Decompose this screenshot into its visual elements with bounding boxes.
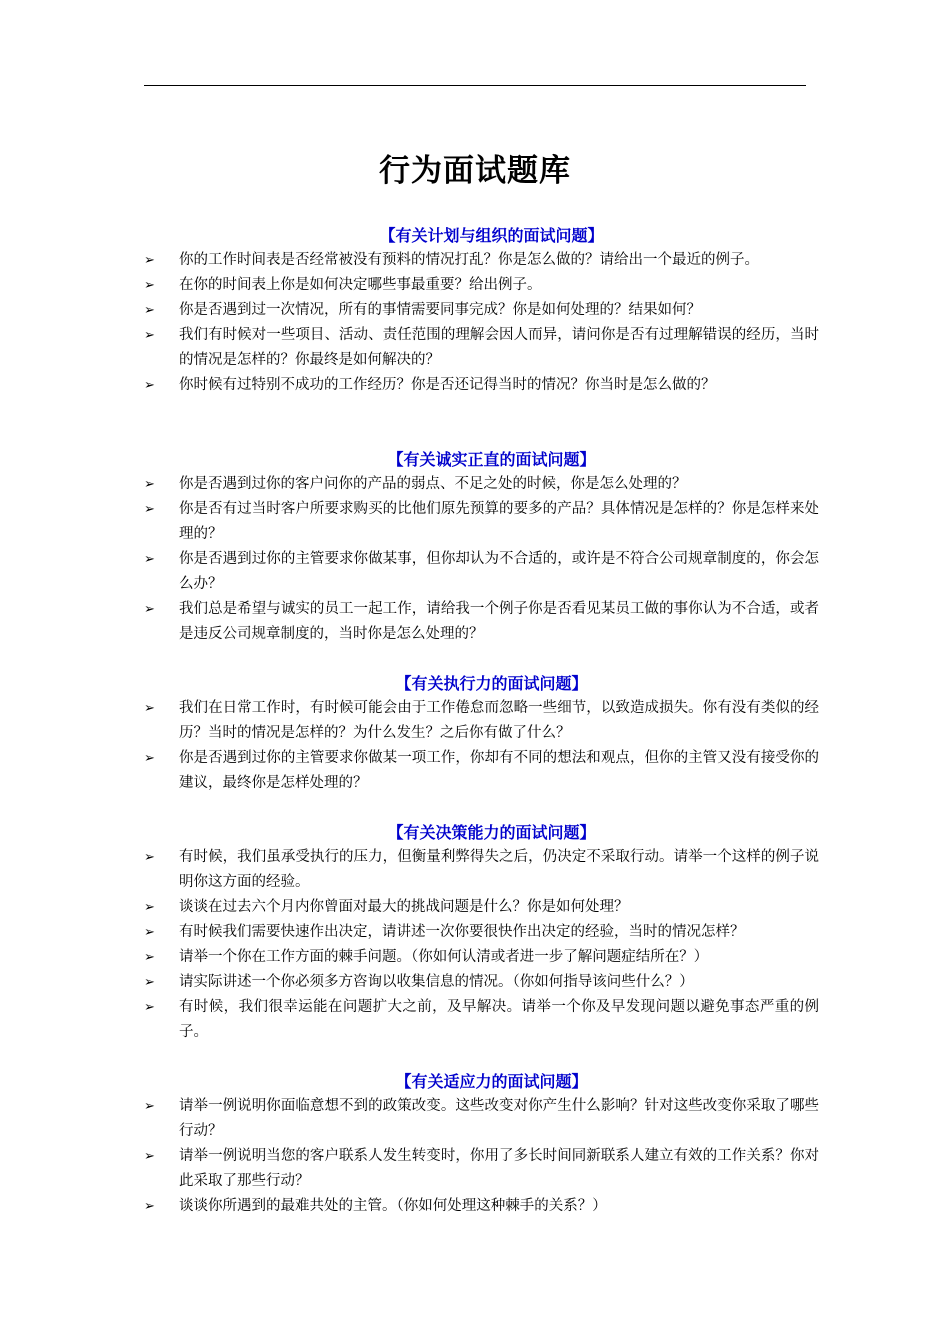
question-list xyxy=(144,472,819,647)
question-text: 在你的时间表上你是如何决定哪些事最重要？给出例子。 xyxy=(179,277,542,293)
question-item xyxy=(144,273,819,298)
question-section xyxy=(144,448,819,647)
question-item xyxy=(144,970,819,995)
arrow-bullet-icon: ➢ xyxy=(144,477,155,492)
arrow-bullet-icon: ➢ xyxy=(144,1149,155,1164)
question-item xyxy=(144,845,819,895)
question-list xyxy=(144,248,819,398)
arrow-bullet-icon: ➢ xyxy=(144,253,155,268)
arrow-bullet-icon: ➢ xyxy=(144,925,155,940)
question-text: 有时候我们需要快速作出决定，请讲述一次你要很快作出决定的经验，当时的情况怎样？ xyxy=(179,924,745,940)
question-text: 你是否遇到过一次情况，所有的事情需要同事完成？你是如何处理的？结果如何？ xyxy=(179,302,701,318)
question-text: 谈谈你所遇到的最难共处的主管。（你如何处理这种棘手的关系？） xyxy=(179,1198,607,1214)
question-item xyxy=(144,298,819,323)
question-list xyxy=(144,696,819,796)
question-item xyxy=(144,323,819,373)
question-list xyxy=(144,1094,819,1219)
question-section xyxy=(144,1070,819,1219)
question-text: 有时候，我们很幸运能在问题扩大之前，及早解决。请举一个你及早发现问题以避免事态严重的例子。 xyxy=(179,999,819,1040)
question-text: 请举一例说明当您的客户联系人发生转变时，你用了多长时间同新联系人建立有效的工作关系？你对此采取了那些行动？ xyxy=(179,1148,819,1189)
question-item xyxy=(144,696,819,746)
arrow-bullet-icon: ➢ xyxy=(144,303,155,318)
arrow-bullet-icon: ➢ xyxy=(144,751,155,766)
section-heading: 【有关适应力的面试问题】 xyxy=(395,1072,588,1091)
question-section xyxy=(144,821,819,1045)
arrow-bullet-icon: ➢ xyxy=(144,900,155,915)
arrow-bullet-icon: ➢ xyxy=(144,378,155,393)
question-item xyxy=(144,597,819,647)
question-list xyxy=(144,845,819,1045)
arrow-bullet-icon: ➢ xyxy=(144,701,155,716)
question-text: 你是否遇到过你的主管要求你做某一项工作，你却有不同的想法和观点，但你的主管又没有接受你的建议，最终你是怎样处理的？ xyxy=(179,750,819,791)
section-heading: 【有关计划与组织的面试问题】 xyxy=(379,226,604,245)
question-text: 你是否有过当时客户所要求购买的比他们原先预算的要多的产品？具体情况是怎样的？你是怎样来处理的？ xyxy=(179,501,819,542)
question-item xyxy=(144,547,819,597)
question-text: 我们有时候对一些项目、活动、责任范围的理解会因人而异，请问你是否有过理解错误的经历，当时的情况是怎样的？你最终是如何解决的？ xyxy=(179,327,819,368)
question-text: 你的工作时间表是否经常被没有预料的情况打乱？你是怎么做的？请给出一个最近的例子。 xyxy=(179,252,759,268)
arrow-bullet-icon: ➢ xyxy=(144,602,155,617)
question-text: 我们总是希望与诚实的员工一起工作，请给我一个例子你是否看见某员工做的事你认为不合适，或者是违反公司规章制度的，当时你是怎么处理的？ xyxy=(179,601,819,642)
header-rule xyxy=(144,85,806,86)
question-item xyxy=(144,1194,819,1219)
arrow-bullet-icon: ➢ xyxy=(144,1199,155,1214)
question-section xyxy=(144,224,819,398)
arrow-bullet-icon: ➢ xyxy=(144,1099,155,1114)
question-section xyxy=(144,672,819,796)
section-heading: 【有关决策能力的面试问题】 xyxy=(387,823,596,842)
question-text: 你时候有过特别不成功的工作经历？你是否还记得当时的情况？你当时是怎么做的？ xyxy=(179,377,716,393)
question-text: 谈谈在过去六个月内你曾面对最大的挑战问题是什么？你是如何处理？ xyxy=(179,899,629,915)
arrow-bullet-icon: ➢ xyxy=(144,552,155,567)
question-item xyxy=(144,945,819,970)
question-item xyxy=(144,248,819,273)
question-item xyxy=(144,1094,819,1144)
arrow-bullet-icon: ➢ xyxy=(144,975,155,990)
question-item xyxy=(144,497,819,547)
question-text: 有时候，我们虽承受执行的压力，但衡量利弊得失之后，仍决定不采取行动。请举一个这样的例子说明你这方面的经验。 xyxy=(179,849,819,890)
question-text: 你是否遇到过你的主管要求你做某事，但你却认为不合适的，或许是不符合公司规章制度的，你会怎么办？ xyxy=(179,551,819,592)
arrow-bullet-icon: ➢ xyxy=(144,502,155,517)
question-item xyxy=(144,472,819,497)
question-item xyxy=(144,746,819,796)
document-title: 行为面试题库 xyxy=(379,152,571,189)
question-text: 请举一例说明你面临意想不到的政策改变。这些改变对你产生什么影响？针对这些改变你采取了哪些行动？ xyxy=(179,1098,819,1139)
question-item xyxy=(144,895,819,920)
question-item xyxy=(144,920,819,945)
section-heading: 【有关诚实正直的面试问题】 xyxy=(387,450,596,469)
question-item xyxy=(144,995,819,1045)
question-text: 请举一个你在工作方面的棘手问题。（你如何认清或者进一步了解问题症结所在？） xyxy=(179,949,709,965)
section-heading: 【有关执行力的面试问题】 xyxy=(395,674,588,693)
arrow-bullet-icon: ➢ xyxy=(144,850,155,865)
question-text: 我们在日常工作时，有时候可能会由于工作倦怠而忽略一些细节，以致造成损失。你有没有类似的经历？当时的情况是怎样的？为什么发生？之后你有做了什么？ xyxy=(179,700,819,741)
arrow-bullet-icon: ➢ xyxy=(144,950,155,965)
question-item xyxy=(144,373,819,398)
question-text: 请实际讲述一个你必须多方咨询以收集信息的情况。（你如何指导该问些什么？） xyxy=(179,974,694,990)
arrow-bullet-icon: ➢ xyxy=(144,1000,155,1015)
arrow-bullet-icon: ➢ xyxy=(144,328,155,343)
arrow-bullet-icon: ➢ xyxy=(144,278,155,293)
question-item xyxy=(144,1144,819,1194)
question-text: 你是否遇到过你的客户问你的产品的弱点、不足之处的时候，你是怎么处理的？ xyxy=(179,476,687,492)
